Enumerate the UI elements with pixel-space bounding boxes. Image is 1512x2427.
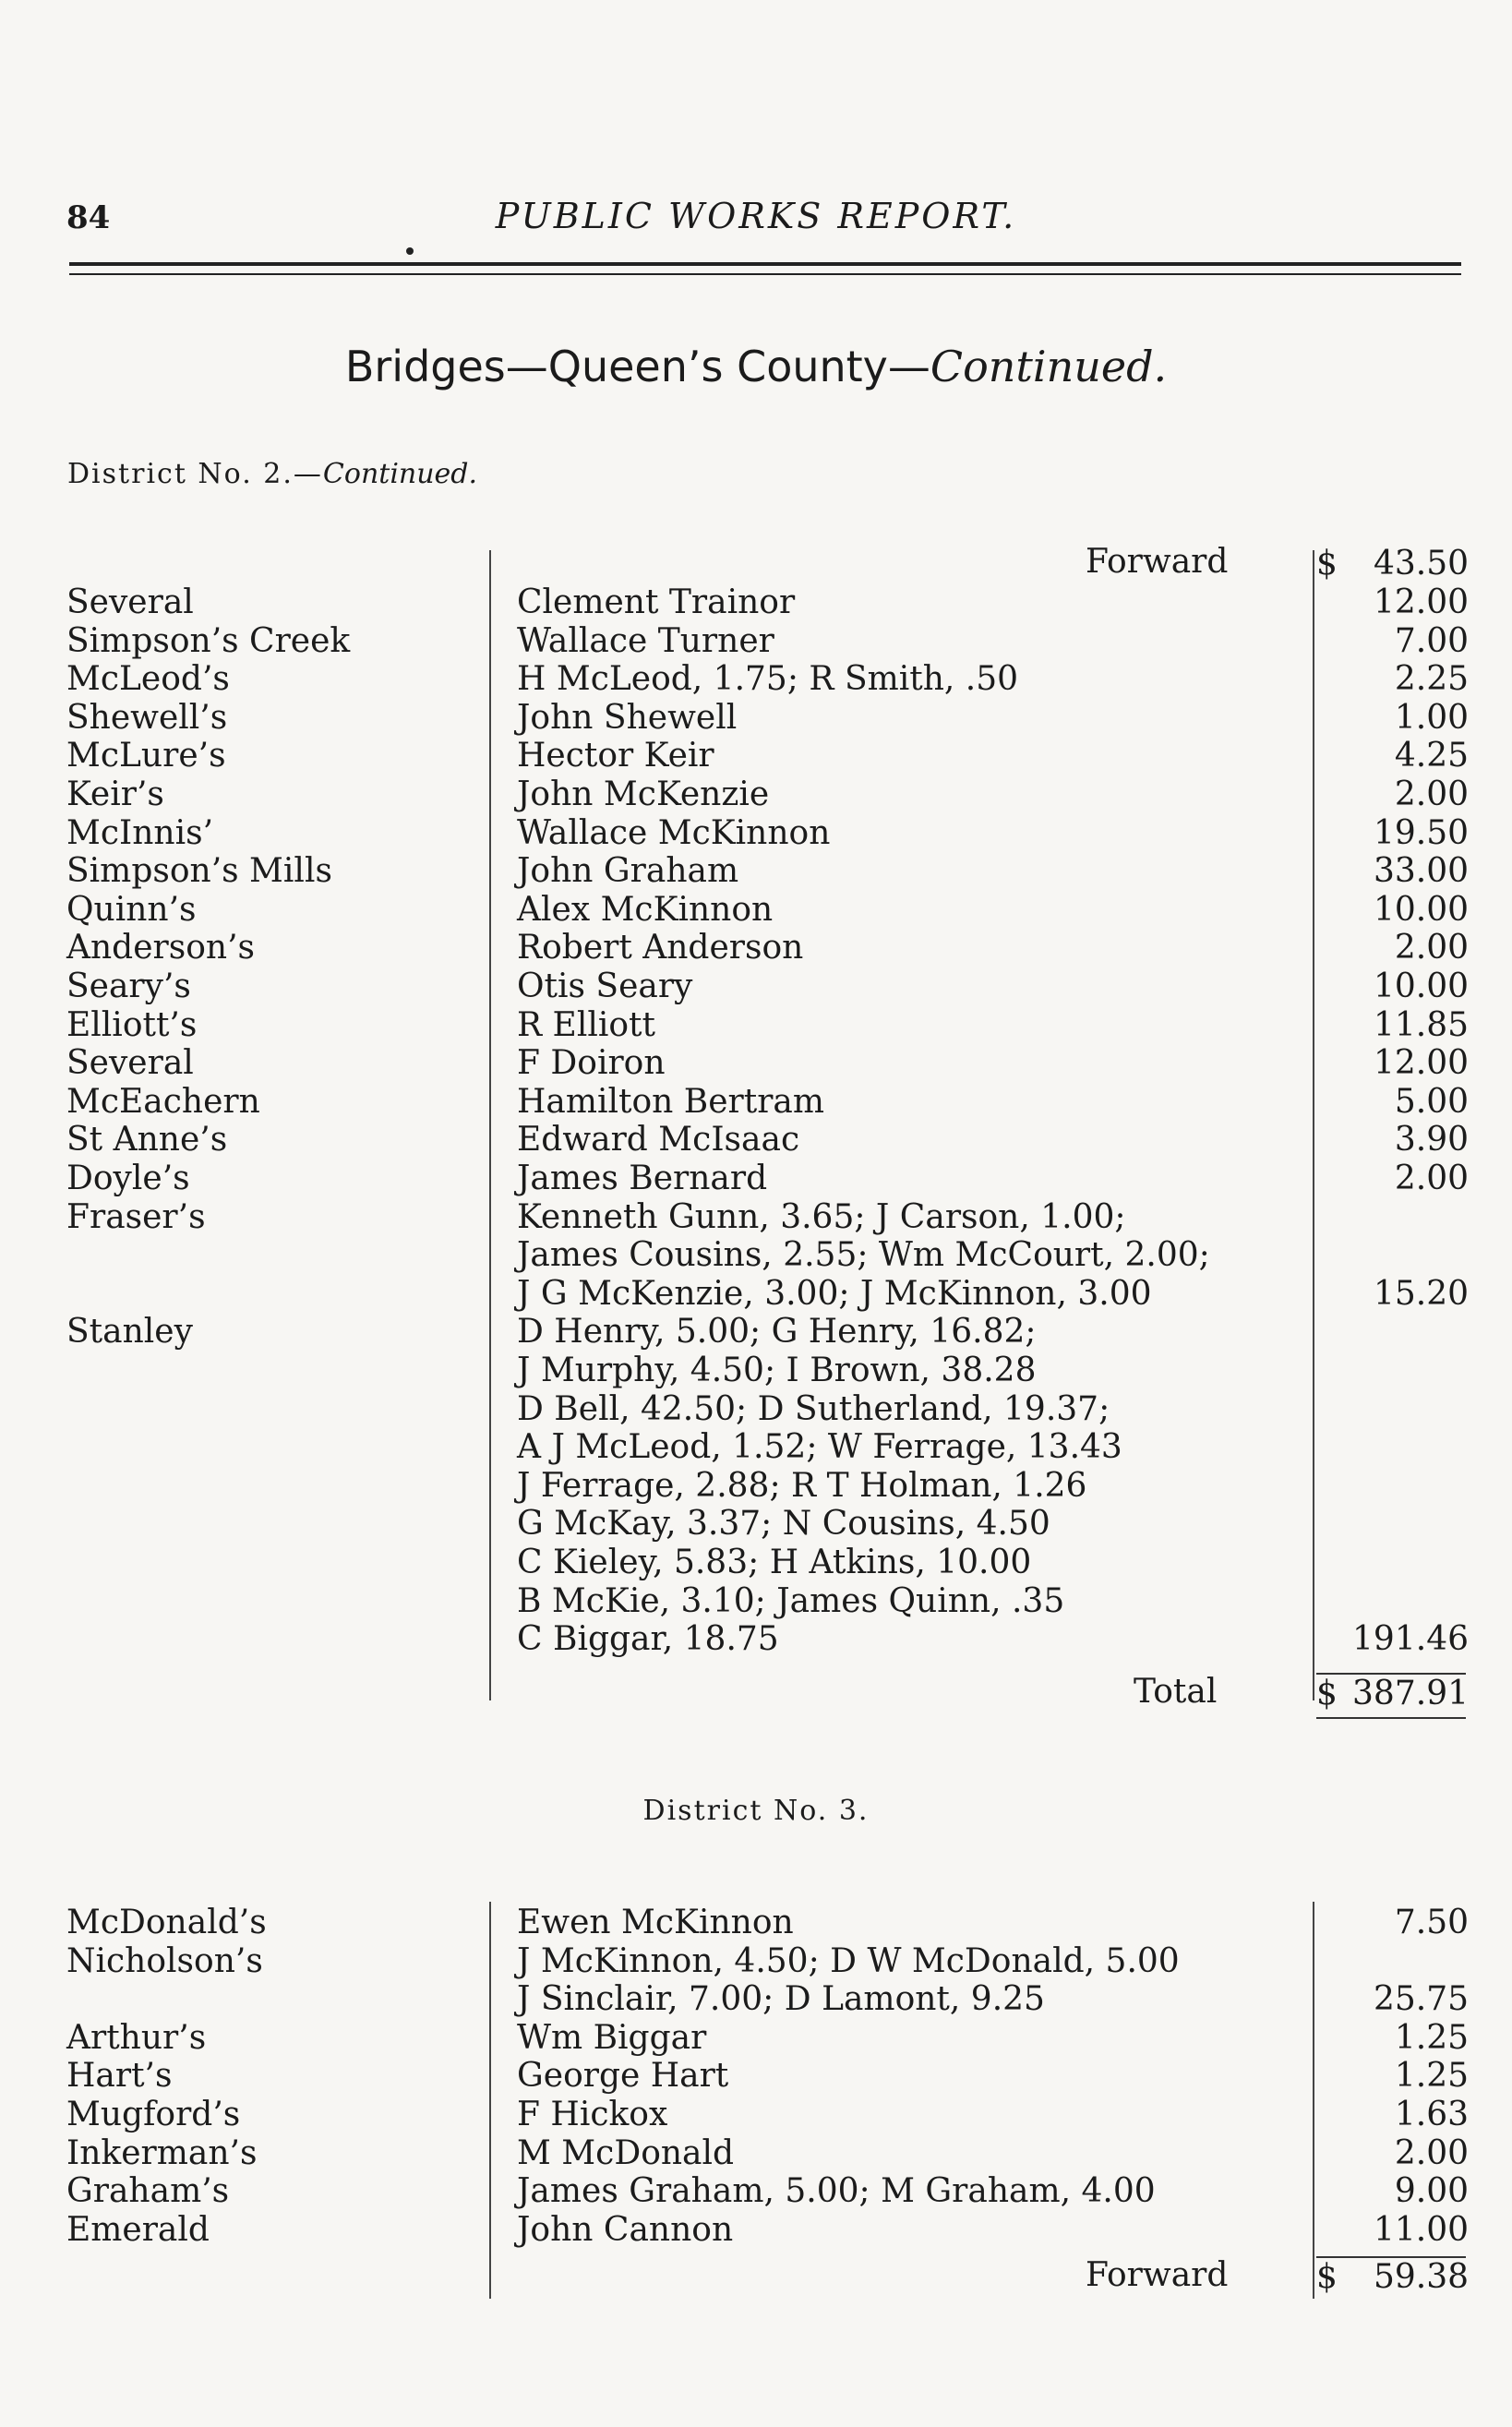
payee-cell: Ewen McKinnon [517,1904,794,1941]
place-cell: Elliott’s [66,1005,198,1044]
header-rule-thin [69,273,1461,275]
table-row [0,660,1512,699]
payee-cell: H McLeod, 1.75; R Smith, .50 [517,660,1019,699]
place-cell: McDonald’s [66,1904,267,1941]
place-cell: Several [66,1044,194,1083]
table-row [0,583,1512,622]
amount-cell: 9.00 [1394,2172,1469,2211]
place-cell: Simpson’s Mills [66,852,332,891]
amount-cell: 5.00 [1394,1082,1469,1121]
place-cell: Doyle’s [66,1159,190,1197]
payee-cell: J G McKenzie, 3.00; J McKinnon, 3.00 [517,1274,1152,1313]
district-2-heading-suffix: Continued. [322,458,478,490]
payee-cell: John Shewell [517,698,738,737]
table-row [0,1044,1512,1083]
header-rule-thick [69,262,1461,266]
amount-cell: 2.00 [1394,775,1469,813]
amount-cell: 12.00 [1373,1044,1469,1083]
amount-cell: 12.00 [1373,583,1469,621]
table-row [0,1275,1512,1314]
payee-cell: Wallace Turner [517,621,774,660]
table-row [0,1313,1512,1352]
payee-cell: Wm Biggar [517,2018,707,2057]
district-2-total-amount: 387.91 [1352,1675,1469,1712]
table-row [0,852,1512,891]
district-3-heading: District No. 3. [642,1795,870,1827]
table-row [0,2057,1512,2096]
amount-cell: 25.75 [1373,1980,1469,2019]
amount-cell: 1.25 [1394,2018,1469,2057]
amount-cell: 191.46 [1352,1620,1469,1659]
district-3-forward-label: Forward [1086,2256,1229,2294]
place-cell: Hart’s [66,2057,173,2096]
table-row [0,1544,1512,1582]
payee-cell: Edward McIsaac [517,1121,800,1159]
place-cell: Stanley [66,1313,193,1352]
table-row [0,967,1512,1006]
payee-cell: John Cannon [517,2210,734,2249]
amount-cell: 1.25 [1394,2057,1469,2096]
amount-cell: 15.20 [1373,1274,1469,1313]
place-cell: Arthur’s [66,2018,207,2057]
payee-cell: F Doiron [517,1044,666,1083]
table-row [0,2096,1512,2134]
table-row [0,1083,1512,1122]
amount-cell: 7.50 [1394,1904,1469,1941]
amount-cell: 19.50 [1373,813,1469,852]
table-row [0,737,1512,775]
payee-cell: Wallace McKinnon [517,813,831,852]
table-row [0,929,1512,967]
place-cell: Keir’s [66,775,164,813]
place-cell: Nicholson’s [66,1941,263,1980]
table-row [0,2172,1512,2211]
ink-dot [406,247,414,255]
place-cell: Anderson’s [66,929,255,967]
table-row [0,1236,1512,1275]
table-row [0,2134,1512,2173]
amount-cell: 33.00 [1373,852,1469,891]
district-2-forward-amount: 43.50 [1373,545,1469,583]
table-row [0,1159,1512,1198]
payee-cell: James Bernard [517,1159,768,1197]
table-row [0,1582,1512,1621]
amount-cell: 1.00 [1394,698,1469,737]
payee-cell: B McKie, 3.10; James Quinn, .35 [517,1581,1065,1620]
amount-cell: 2.25 [1394,660,1469,699]
payee-cell: D Henry, 5.00; G Henry, 16.82; [517,1313,1037,1352]
place-cell: McEachern [66,1082,260,1121]
table-row [0,1467,1512,1506]
table-row [0,2019,1512,2058]
place-cell: Graham’s [66,2172,230,2211]
payee-cell: George Hart [517,2057,729,2096]
payee-cell: Alex McKinnon [517,890,774,929]
amount-cell: 11.00 [1373,2210,1469,2249]
payee-cell: J McKinnon, 4.50; D W McDonald, 5.00 [517,1941,1180,1980]
amount-cell: 2.00 [1394,2133,1469,2172]
payee-cell: D Bell, 42.50; D Sutherland, 19.37; [517,1389,1110,1428]
amount-cell: 4.25 [1394,737,1469,775]
table-row [0,622,1512,661]
payee-cell: J Murphy, 4.50; I Brown, 38.28 [517,1352,1037,1389]
amount-cell: 1.63 [1394,2096,1469,2133]
payee-cell: John McKenzie [517,775,770,813]
table-row [0,1006,1512,1045]
table-row [0,2211,1512,2250]
place-cell: St Anne’s [66,1121,228,1159]
table-row [0,1620,1512,1659]
district-2-heading [67,458,477,490]
district-2-total-rule [1316,1717,1466,1719]
table-row [0,1352,1512,1390]
payee-cell: James Graham, 5.00; M Graham, 4.00 [517,2172,1156,2211]
district-3-forward-currency: $ [1316,2258,1338,2296]
page-number: 84 [66,199,111,236]
amount-cell: 10.00 [1373,890,1469,929]
payee-cell: Otis Seary [517,967,693,1005]
table-row [0,699,1512,738]
table-row [0,1942,1512,1981]
table-row [0,1121,1512,1159]
payee-cell: Clement Trainor [517,583,796,621]
payee-cell: C Kieley, 5.83; H Atkins, 10.00 [517,1544,1032,1581]
table-row [0,1505,1512,1544]
district-2-forward-label: Forward [1086,543,1229,581]
report-title: PUBLIC WORKS REPORT. [495,196,1017,236]
district-3-forward-amount: 59.38 [1373,2258,1469,2296]
table-row [0,775,1512,814]
payee-cell: F Hickox [517,2096,668,2133]
section-title-suffix: Continued. [930,342,1168,391]
place-cell: Inkerman’s [66,2133,258,2172]
district-2-forward-currency: $ [1316,545,1338,583]
place-cell: Fraser’s [66,1197,206,1236]
payee-cell: R Elliott [517,1005,655,1044]
payee-cell: C Biggar, 18.75 [517,1620,779,1659]
payee-cell: A J McLeod, 1.52; W Ferrage, 13.43 [517,1428,1122,1467]
section-title-main: Bridges—Queen’s County— [344,342,930,391]
table-row [0,1428,1512,1467]
table-row [0,891,1512,930]
district-2-heading-text: District No. 2.— [67,458,323,490]
payee-cell: J Ferrage, 2.88; R T Holman, 1.26 [517,1466,1087,1505]
table-row [0,1980,1512,2019]
payee-cell: G McKay, 3.37; N Cousins, 4.50 [517,1505,1050,1544]
amount-cell: 2.00 [1394,1159,1469,1197]
table-row [0,1904,1512,1942]
place-cell: McInnis’ [66,813,214,852]
place-cell: Simpson’s Creek [66,621,351,660]
amount-cell: 3.90 [1394,1121,1469,1159]
table-row [0,814,1512,853]
place-cell: Mugford’s [66,2096,241,2133]
payee-cell: John Graham [517,852,739,891]
payee-cell: Hector Keir [517,737,714,775]
amount-cell: 2.00 [1394,929,1469,967]
payee-cell: J Sinclair, 7.00; D Lamont, 9.25 [517,1980,1045,2019]
amount-cell: 11.85 [1373,1005,1469,1044]
payee-cell: James Cousins, 2.55; Wm McCourt, 2.00; [517,1236,1210,1275]
district-2-total-label: Total [1134,1673,1218,1711]
district-2-total-currency: $ [1316,1675,1338,1712]
place-cell: McLure’s [66,737,226,775]
amount-cell: 10.00 [1373,967,1469,1005]
payee-cell: M McDonald [517,2133,735,2172]
amount-cell: 7.00 [1394,621,1469,660]
place-cell: Shewell’s [66,698,228,737]
table-row [0,1390,1512,1429]
place-cell: Several [66,583,194,621]
place-cell: Quinn’s [66,890,197,929]
payee-cell: Kenneth Gunn, 3.65; J Carson, 1.00; [517,1197,1126,1236]
table-row [0,1198,1512,1237]
place-cell: McLeod’s [66,660,230,699]
payee-cell: Robert Anderson [517,929,804,967]
section-title [0,342,1512,391]
place-cell: Emerald [66,2210,210,2249]
place-cell: Seary’s [66,967,191,1005]
payee-cell: Hamilton Bertram [517,1082,825,1121]
